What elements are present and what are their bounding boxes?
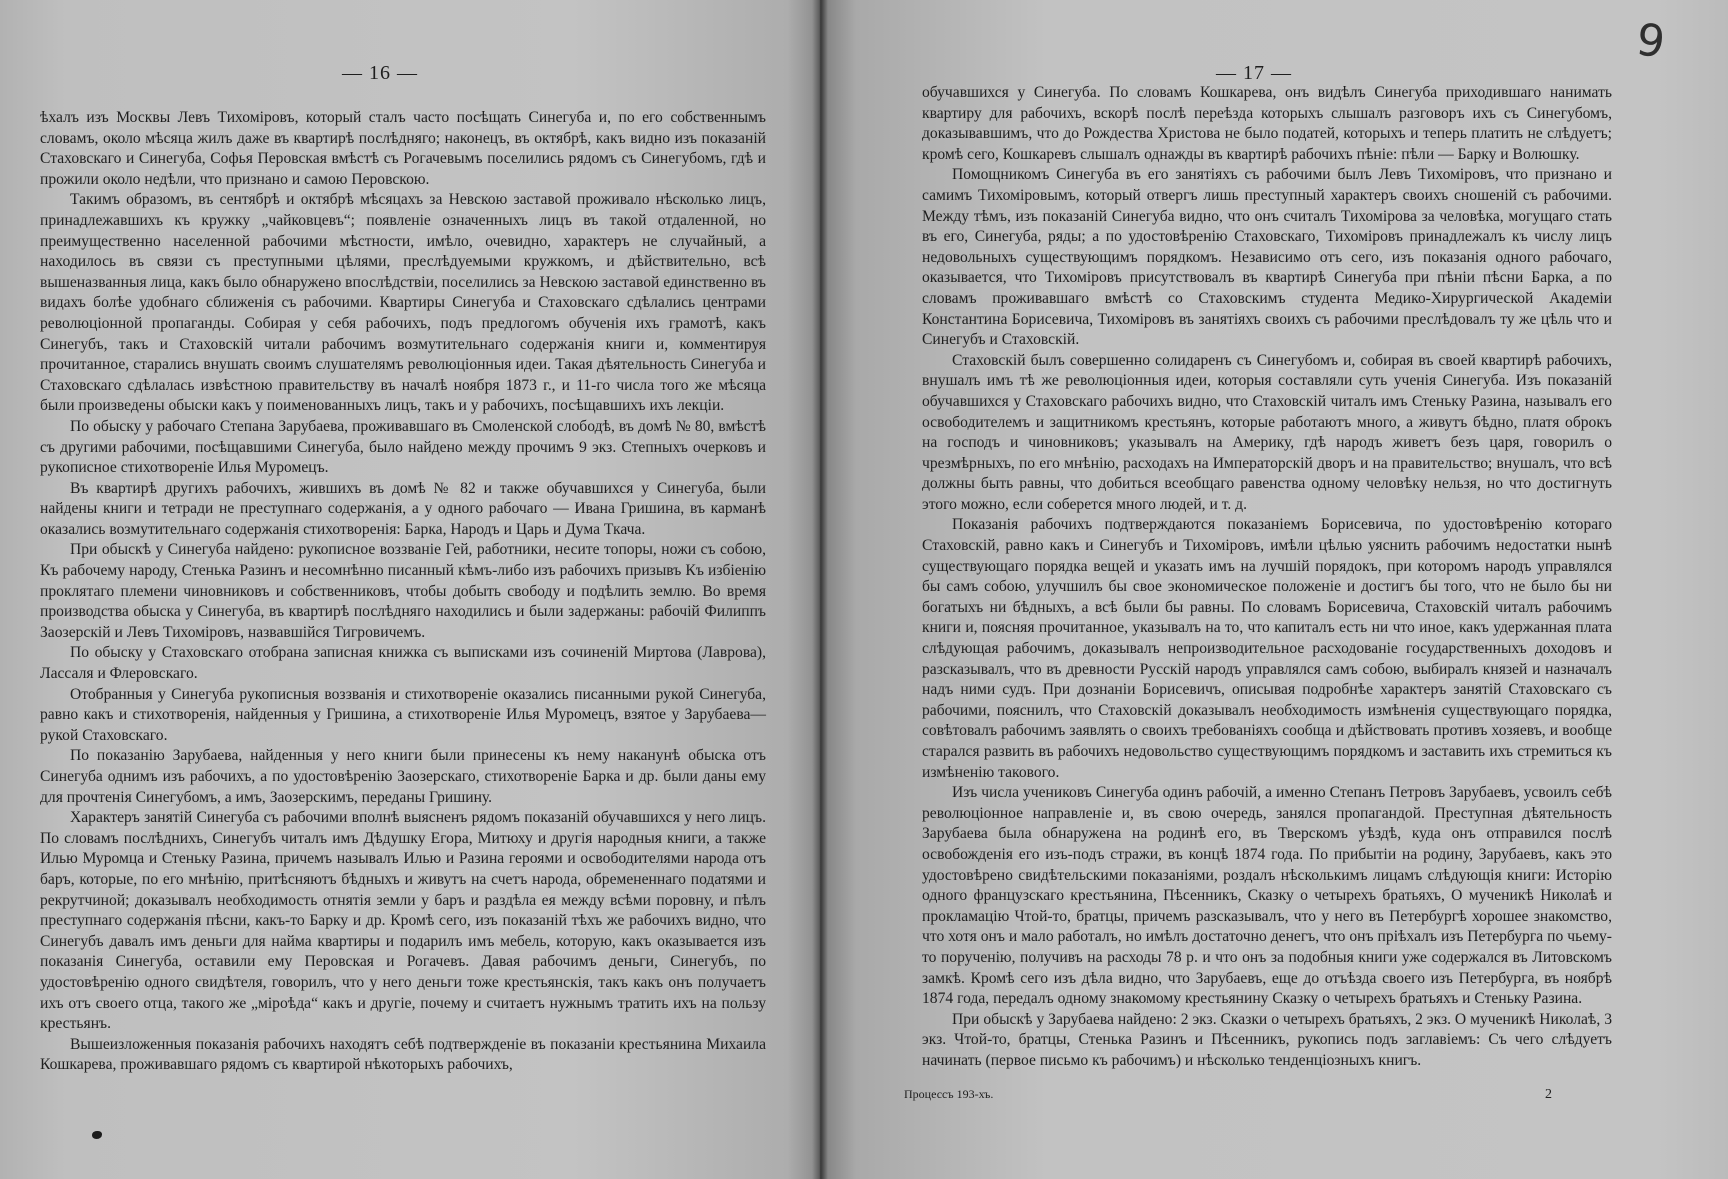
paragraph: По обыску у Стаховскаго отобрана записная книжка съ выписками изъ сочиненій Миртова (Лаврова), Лассаля и Флеровскаго. (40, 644, 766, 683)
paragraph: При обыскѣ у Зарубаева найдено: 2 экз. Сказки о четырехъ братьяхъ, 2 экз. О мученикѣ Николаѣ, 3 экз. Чтой-то, братцы, Стенька Разинъ и Пѣсенникъ, рукопись подъ заглавіемъ: Съ чего слѣдуетъ начинать (первое письмо къ рабочимъ) и нѣсколько тенденціозныхъ книгъ. (922, 1010, 1612, 1069)
signature-mark: 2 (1545, 1087, 1552, 1102)
right-page (820, 0, 1728, 1179)
paragraph: По показанію Зарубаева, найденныя у него книги были принесены къ нему наканунѣ обыска отъ Синегуба однимъ изъ рабочихъ, а по удостовѣренію Заозерскаго, стихотвореніе Барка и др. были даны ему для прочтенія Синегубомъ, а имъ, Заозерскимъ, переданы Гришину. (40, 747, 766, 806)
paragraph: Стаховскій былъ совершенно солидаренъ съ Синегубомъ и, собирая въ своей квартирѣ рабочихъ, внушалъ имъ тѣ же революціонныя идеи, которыя составляли суть ученія Синегуба. Изъ показаній обучавшихся у Стаховскаго рабочихъ видно, что Стаховскій читалъ имъ Стеньку Разина, называлъ его освободителемъ и защитникомъ крестьянъ, которые работаютъ много, а живутъ бѣдно, платя оброкъ на господъ и чиновниковъ; указывалъ на Америку, гдѣ народъ живетъ безъ царя, говорилъ о чрезмѣрныхъ, по его мнѣнію, расходахъ на Императорскій дворъ и на правительство; внушалъ, что всѣ должны быть равны, что добиться всеобщаго равенства одному человѣку нельзя, но что достигнуть этого можно, если соберется много людей, и т. д. (922, 351, 1612, 513)
page-number-right: — 17 — (1216, 62, 1292, 84)
paragraph: обучавшихся у Синегуба. По словамъ Кошкарева, онъ видѣлъ Синегуба приходившаго нанимать квартиру для рабочихъ, вскорѣ послѣ переѣзда которыхъ слышалъ разговоръ ихъ съ Синегубомъ, доказывавшимъ, что до Рождества Христова не было податей, которыхъ и теперь платить не слѣдуетъ; кромѣ сего, Кошкаревъ слышалъ однажды въ квартирѣ рабочихъ пѣніе: пѣли — Барку и Волюшку. (922, 84, 1612, 163)
left-page-text (40, 108, 766, 1076)
paragraph: Въ квартирѣ другихъ рабочихъ, жившихъ въ домѣ № 82 и также обучавшихся у Синегуба, были найдены книги и тетради не преступнаго содержанія, а у одного рабочаго — Ивана Гришина, въ карманѣ оказались возмутительнаго содержанія стихотворенія: Барка, Народъ и Царь и Дума Ткача. (40, 479, 766, 538)
paragraph: Вышеизложенныя показанія рабочихъ находятъ себѣ подтвержденіе въ показаніи крестьянина Михаила Кошкарева, проживавшаго рядомъ съ квартирой нѣкоторыхъ рабочихъ, (40, 1035, 766, 1074)
paragraph: При обыскѣ у Синегуба найдено: рукописное воззваніе Гей, работники, несите топоры, ножи съ собою, Къ рабочему народу, Стенька Разинъ и несомнѣнно писанный кѣмъ-либо изъ рабочихъ призывъ Къ избіенію проклятаго племени чиновниковъ и собственниковъ, чтобы добыть свободу и подѣлить землю. Во время производства обыска у Синегуба, въ квартирѣ послѣдняго находились и были задержаны: рабочій Филиппъ Заозерскій и Левъ Тихоміровъ, назвавшійся Тигровичемъ. (40, 541, 766, 641)
book-gutter (812, 0, 828, 1179)
paragraph: Характеръ занятій Синегуба съ рабочими вполнѣ выясненъ рядомъ показаній обучавшихся у него лицъ. По словамъ послѣднихъ, Синегубъ читалъ имъ Дѣдушку Егора, Митюху и другія народныя книги, а также Илью Муромца и Стеньку Разина, причемъ называлъ Илью и Разина героями и освободителями народа отъ баръ, которые, по его мнѣнію, притѣсняютъ бѣдныхъ и живутъ на счетъ народа, обремененнаго податями и рекрутчиной; доказывалъ необходимость отнятія земли у баръ и раздѣла ея между всѣми поровну, и пѣлъ преступнаго содержанія пѣсни, какъ-то Барку и др. Кромѣ сего, изъ показаній тѣхъ же рабочихъ видно, что Синегубъ давалъ имъ деньги для найма квартиры и подарилъ имъ мебель, которую, какъ оказывается изъ показанія Синегуба, оставили ему Перовская и Рогачевъ. Давая рабочимъ деньги, Синегубъ, по удостовѣренію одного свидѣтеля, говорилъ, что у него деньги тоже крестьянскія, такъ какъ онъ получаетъ ихъ отъ своего отца, такого же „міроѣда“ какъ и другіе, почему и считаетъ нужнымъ тратить ихъ на пользу крестьянъ. (40, 809, 766, 1033)
footer-signature: Процессъ 193-хъ. (904, 1087, 994, 1101)
paragraph: Показанія рабочихъ подтверждаются показаніемъ Борисевича, по удостовѣренію котораго Стаховскій, равно какъ и Синегубъ и Тихоміровъ, имѣли цѣлью уяснить рабочимъ недостатки нынѣ существующаго порядка вещей и указать имъ на лучшій порядокъ, при которомъ народъ управлялся бы самъ собою, улучшилъ бы свое экономическое положеніе и достигъ бы того, что не было бы ни богатыхъ ни бѣдныхъ, а всѣ были бы равны. По словамъ Борисевича, Стаховскій читалъ рабочимъ книги и, поясняя прочитанное, указывалъ на то, что капиталъ есть ни что иное, какъ удержанная плата слѣдующая рабочимъ, доказывалъ непроизводительное расходованіе государственныхъ доходовъ и разсказывалъ, что въ древности Русскій народъ управлялся самъ собою, выбиралъ князей и назначалъ надъ ними судъ. При дознаніи Борисевичъ, описывая подробнѣе характеръ занятій Стаховскаго съ рабочими, пояснилъ, что Стаховскій доказывалъ необходимость измѣненія существующаго порядка, совѣтовалъ рабочимъ заявлять о своихъ требованіяхъ сообща и дѣйствовать противъ хозяевъ, и вообще старался развить въ рабочихъ недовольство существующимъ порядкомъ и заставить ихъ стремиться къ измѣненію такового. (922, 516, 1612, 781)
paragraph: Изъ числа учениковъ Синегуба одинъ рабочій, а именно Степанъ Петровъ Зарубаевъ, усвоилъ себѣ революціонное направленіе и, въ свою очередь, занялся пропагандой. Преступная дѣятельность Зарубаева была обнаружена на родинѣ его, въ Тверскомъ уѣздѣ, куда онъ отправился послѣ освобожденія его изъ-подъ стражи, въ концѣ 1874 года. По прибытіи на родину, Зарубаевъ, какъ это удостовѣрено свидѣтельскими показаніями, роздалъ нѣсколькимъ лицамъ слѣдующія книги: Исторію одного французскаго крестьянина, Пѣсенникъ, Сказку о четырехъ братьяхъ, О мученикѣ Николаѣ и прокламацію Чтой-то, братцы, причемъ разсказывалъ, что у него въ Петербургѣ хорошее знакомство, что хотя онъ и мало работалъ, но имѣлъ достаточно денегъ, что онъ пріѣхалъ изъ Петербурга по чьему-то порученію, получивъ на расходы 78 р. и что онъ за подобныя книги уже содержался въ Литовскомъ замкѣ. Кромѣ сего изъ дѣла видно, что Зарубаевъ, еще до отъѣзда своего изъ Петербурга, въ ноябрѣ 1874 года, передалъ одному знакомому крестьянину Сказку о четырехъ братьяхъ и Стеньку Разина. (922, 784, 1612, 1008)
left-page (0, 0, 820, 1179)
handwritten-margin-number: 9 (1633, 14, 1669, 69)
paragraph: По обыску у рабочаго Степана Зарубаева, проживавшаго въ Смоленской слободѣ, въ домѣ № 80, вмѣстѣ съ другими рабочими, посѣщавшими Синегуба, было найдено между прочимъ 9 экз. Степныхъ очерковъ и рукописное стихотвореніе Илья Муромецъ. (40, 417, 766, 477)
ink-blot (92, 1131, 102, 1139)
paragraph: Такимъ образомъ, въ сентябрѣ и октябрѣ мѣсяцахъ за Невскою заставой проживало нѣсколько лицъ, принадлежавшихъ къ кружку „чайковцевъ“; появленіе означенныхъ лицъ въ такой отдаленной, но преимущественно населенной рабочими мѣстности, имѣло, очевидно, характеръ не случайный, а находилось въ связи съ преступными цѣлями, преслѣдуемыми кружкомъ, и дѣйствительно, всѣ вышеназванныя лица, какъ было обнаружено впослѣдствіи, поселились за Невскою заставой единственно въ видахъ болѣе удобнаго сближенія съ рабочими. Квартиры Синегуба и Стаховскаго сдѣлались центрами революціонной пропаганды. Собирая у себя рабочихъ, подъ предлогомъ обученія ихъ грамотѣ, какъ Синегубъ, такъ и Стаховскій читали рабочимъ возмутительнаго содержанія книги и, комментируя прочитанное, старались внушать своимъ слушателямъ революціонныя идеи. Такая дѣятельность Синегуба и Стаховскаго сдѣлалась извѣстною правительству въ началѣ ноября 1873 г., и 11-го числа того же мѣсяца были произведены обыски какъ у поименованныхъ лицъ, такъ и у рабочихъ, посѣщавшихъ ихъ лекціи. (40, 191, 766, 415)
paragraph: Отобранныя у Синегуба рукописныя воззванія и стихотвореніе оказались писанными рукой Синегуба, равно какъ и стихотворенія, найденныя у Гришина, а стихотвореніе Илья Муромецъ, взятое у Зарубаева—рукой Стаховскаго. (40, 685, 766, 744)
page-number-left: — 16 — (342, 62, 418, 84)
paragraph: Помощникомъ Синегуба въ его занятіяхъ съ рабочими былъ Левъ Тихоміровъ, что признано и самимъ Тихоміровымъ, который отвергъ лишь преступный характеръ своихъ сношеній съ рабочими. Между тѣмъ, изъ показаній Синегуба видно, что онъ считалъ Тихомірова за человѣка, могущаго стать въ его, Синегуба, ряды; а по удостовѣренію Стаховскаго, Тихоміровъ принадлежалъ къ числу лицъ недовольныхъ существующимъ порядкомъ. Независимо отъ сего, изъ показанія одного рабочаго, оказывается, что Тихоміровъ присутствовалъ въ квартирѣ Синегуба при пѣніи пѣсни Барка, а по словамъ проживавшаго вмѣстѣ со Стаховскимъ студента Медико-Хирургической Академіи Константина Борисевича, Тихоміровъ въ занятіяхъ своихъ съ рабочими преслѣдовалъ ту же цѣль что и Синегубъ и Стаховскій. (922, 166, 1612, 349)
paragraph: ѣхалъ изъ Москвы Левъ Тихоміровъ, который сталъ часто посѣщать Синегуба и, по его собственнымъ словамъ, около мѣсяца жилъ даже въ квартирѣ послѣдняго; наконецъ, въ октябрѣ, какъ видно изъ показаній Стаховскаго и Синегуба, Софья Перовская вмѣстѣ съ Рогачевымъ поселились рядомъ съ Синегубомъ, гдѣ и прожили около недѣли, что признано и самою Перовскою. (40, 109, 766, 188)
right-page-text (922, 83, 1612, 1072)
